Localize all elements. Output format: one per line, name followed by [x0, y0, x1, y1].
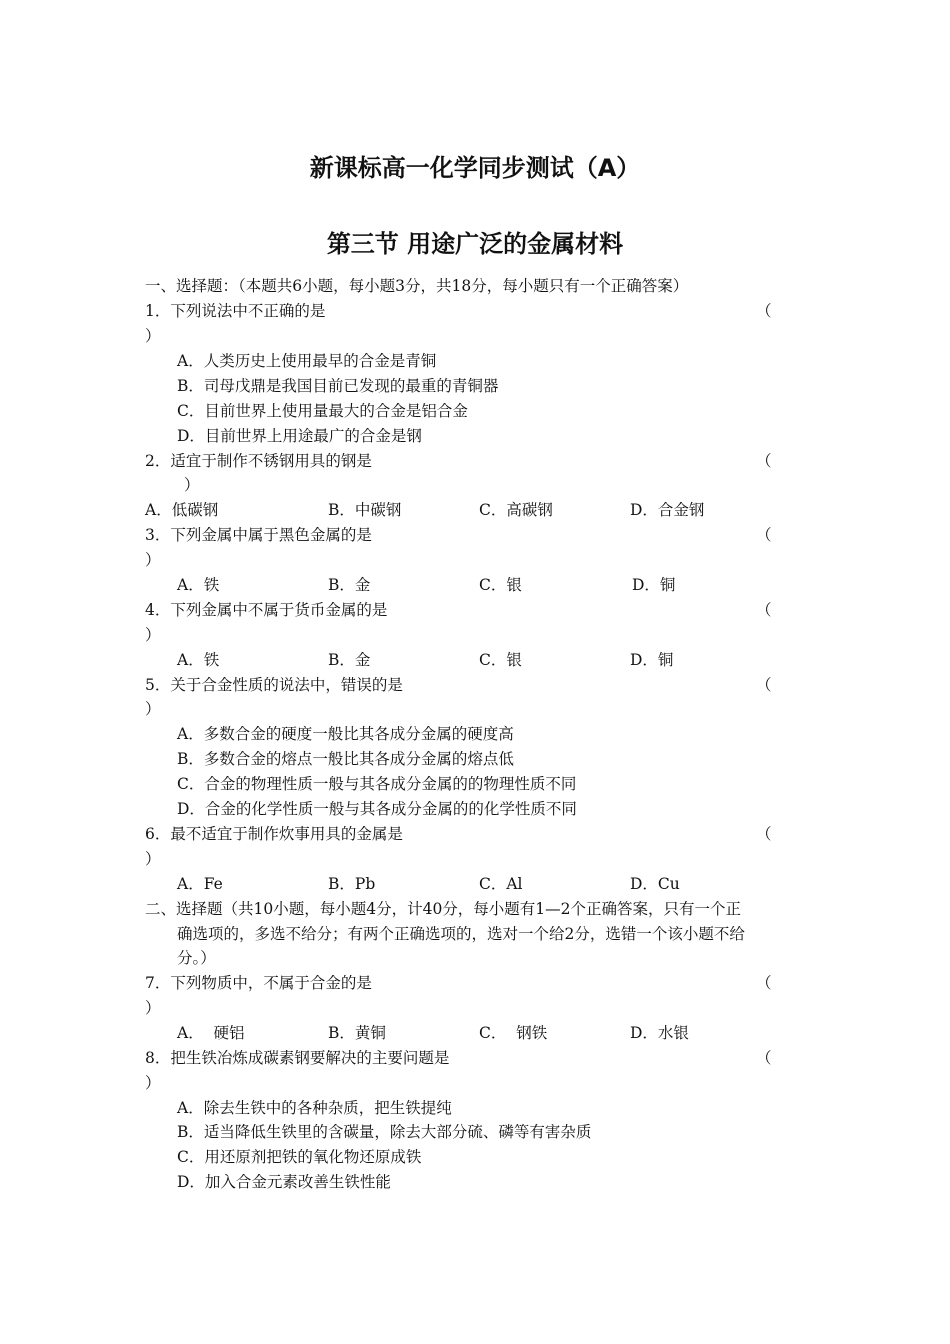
- answer-paren-open: （: [756, 526, 772, 544]
- option-c: C．合金的物理性质一般与其各成分金属的的物理性质不同: [177, 775, 577, 793]
- option-b: B．Pb: [328, 875, 376, 893]
- question-stem: 8．把生铁冶炼成碳素钢要解决的主要问题是: [145, 1049, 450, 1067]
- answer-paren-open: （: [756, 302, 772, 320]
- option-a: A．人类历史上使用最早的合金是青铜: [177, 352, 437, 370]
- question-stem: 4．下列金属中不属于货币金属的是: [145, 601, 388, 619]
- option-a: A． 硬铝: [177, 1024, 245, 1042]
- answer-paren-open: （: [756, 601, 772, 619]
- option-d: D．合金钢: [630, 501, 705, 519]
- option-d: D．加入合金元素改善生铁性能: [177, 1173, 391, 1191]
- option-a: A．低碳钢: [145, 501, 219, 519]
- question-stem: 1．下列说法中不正确的是: [145, 302, 326, 320]
- option-d: D．合金的化学性质一般与其各成分金属的的化学性质不同: [177, 800, 577, 818]
- option-b: B．司母戊鼎是我国目前已发现的最重的青铜器: [177, 377, 499, 395]
- page-title: 新课标高一化学同步测试（A）: [309, 154, 641, 182]
- section-2-instructions: 二、选择题（共10小题，每小题4分，计40分，每小题有1—2个正确答案，只有一个正: [145, 900, 742, 918]
- option-b: B．适当降低生铁里的含碳量，除去大部分硫、磷等有害杂质: [177, 1123, 592, 1141]
- option-c: C．银: [479, 651, 522, 669]
- question-stem: 3．下列金属中属于黑色金属的是: [145, 526, 372, 544]
- option-a: A．铁: [177, 576, 220, 594]
- option-b: B．中碳钢: [328, 501, 402, 519]
- answer-paren-close: ）: [145, 626, 161, 644]
- answer-paren-close: ）: [145, 327, 161, 345]
- question-stem: 2．适宜于制作不锈钢用具的钢是: [145, 452, 372, 470]
- answer-paren-open: （: [756, 974, 772, 992]
- answer-paren-close: ）: [145, 700, 161, 718]
- option-d: D．Cu: [630, 875, 680, 893]
- section-2-instructions-cont: 确选项的，多选不给分；有两个正确选项的，选对一个给2分，选错一个该小题不给: [177, 925, 745, 943]
- question-stem: 7．下列物质中，不属于合金的是: [145, 974, 372, 992]
- section-title: 第三节 用途广泛的金属材料: [326, 230, 624, 258]
- option-b: B．黄铜: [328, 1024, 386, 1042]
- option-c: C．用还原剂把铁的氧化物还原成铁: [177, 1148, 422, 1166]
- option-b: B．多数合金的熔点一般比其各成分金属的熔点低: [177, 750, 514, 768]
- answer-paren-close: ）: [145, 551, 161, 569]
- answer-paren-open: （: [756, 1049, 772, 1067]
- answer-paren-close: ）: [184, 476, 200, 494]
- option-d: D．铜: [632, 576, 676, 594]
- option-a: A．Fe: [177, 875, 223, 893]
- question-stem: 5．关于合金性质的说法中，错误的是: [145, 676, 403, 694]
- option-a: A．除去生铁中的各种杂质，把生铁提纯: [177, 1099, 452, 1117]
- option-c: C．Al: [479, 875, 523, 893]
- option-c: C．银: [479, 576, 522, 594]
- option-c: C．目前世界上使用量最大的合金是铝合金: [177, 402, 468, 420]
- option-a: A．多数合金的硬度一般比其各成分金属的硬度高: [177, 725, 514, 743]
- answer-paren-open: （: [756, 452, 772, 470]
- option-a: A．铁: [177, 651, 220, 669]
- answer-paren-open: （: [756, 825, 772, 843]
- option-d: D．铜: [630, 651, 674, 669]
- option-d: D．水银: [630, 1024, 689, 1042]
- answer-paren-close: ）: [145, 999, 161, 1017]
- answer-paren-close: ）: [145, 850, 161, 868]
- answer-paren-open: （: [756, 676, 772, 694]
- option-d: D．目前世界上用途最广的合金是钢: [177, 427, 422, 445]
- option-b: B．金: [328, 651, 371, 669]
- option-b: B．金: [328, 576, 371, 594]
- section-2-instructions-end: 分。）: [177, 949, 216, 967]
- answer-paren-close: ）: [145, 1074, 161, 1092]
- question-stem: 6．最不适宜于制作炊事用具的金属是: [145, 825, 403, 843]
- option-c: C．高碳钢: [479, 501, 553, 519]
- option-c: C． 钢铁: [479, 1024, 548, 1042]
- section-1-instructions: 一、选择题：（本题共6小题，每小题3分，共18分，每小题只有一个正确答案）: [145, 277, 689, 295]
